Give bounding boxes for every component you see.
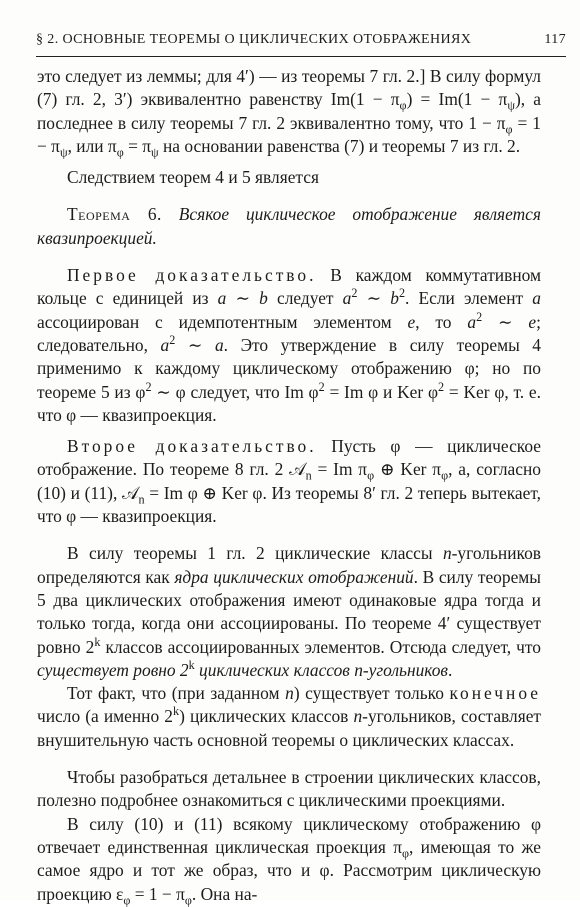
superscript: 2 [169, 333, 176, 348]
subscript: ψ [151, 145, 159, 160]
text-span: . Если элемент [405, 288, 533, 309]
math: 𝒜 [289, 459, 306, 480]
subscript: φ [399, 98, 407, 113]
superscript: 2 [318, 379, 325, 394]
text-span: = Ker φ, т. е. что φ — квазипроекция. [37, 381, 541, 425]
text-span: -угольников определяются как [37, 543, 541, 587]
subscript: φ [401, 846, 409, 861]
math: 𝒜 [122, 482, 139, 503]
text-span: -угольников, составляет внушительную часть основной теоремы о циклических классах. [37, 706, 542, 750]
cyclic-classes-paragraph [37, 542, 541, 682]
text-span: , или π [67, 135, 117, 156]
subscript: n [138, 492, 145, 507]
subscript: n [305, 468, 312, 483]
body-text [37, 65, 541, 906]
theorem-statement: Всякое циклическое отображение является квазипроекцией. [37, 204, 541, 248]
proof-heading: Первое доказательство. [67, 265, 317, 286]
math: a [214, 334, 224, 355]
math: a [342, 288, 352, 309]
math: = 1 − π [130, 883, 185, 904]
text-span: ; следовательно, [37, 311, 541, 355]
subscript: φ [184, 892, 192, 907]
emphasis: n [354, 659, 363, 680]
math: ∼ [357, 288, 391, 309]
text-span: Тот факт, что (при заданном [67, 683, 286, 704]
theorem-6 [37, 203, 541, 250]
superscript: k [94, 634, 101, 649]
subscript: ψ [59, 145, 68, 160]
subscript: φ [116, 145, 124, 160]
subscript: φ [441, 468, 449, 483]
text-span: . Она на- [191, 883, 258, 904]
text-span: , а, согласно (10) и (11), [37, 459, 541, 503]
first-proof [37, 264, 541, 427]
text-span: , то [415, 311, 468, 332]
text-span: ), а последнее в силу теоремы 7 гл. 2 эквивалентно тому, что 1 − π [37, 89, 541, 133]
math: = π [123, 135, 152, 156]
emphasis: существует ровно 2 [37, 659, 189, 680]
superscript: 2 [438, 379, 445, 394]
text-span: = Im φ и Ker φ [324, 381, 438, 402]
math: ∼ [482, 311, 529, 332]
emphasis: ядра циклических отображений [174, 566, 414, 587]
text-span: следует [267, 288, 343, 309]
text-span: . В силу теоремы 5 два циклических отображения имеют одинаковые ядра тогда и только тогда, когда они ассоциированы. По теореме 4′ существует ровно 2 [37, 566, 541, 657]
superscript: 2 [398, 286, 406, 301]
math: = 1 − π [37, 112, 541, 156]
text-span: ассоциирован с идемпотентным элементом [37, 311, 408, 332]
math: a ∼ b [217, 288, 268, 309]
math: e [528, 311, 537, 332]
text-span: ) циклических классов [179, 706, 354, 727]
projections-paragraph [37, 813, 541, 906]
header-title: § 2. ОСНОВНЫЕ ТЕОРЕМЫ О ЦИКЛИЧЕСКИХ ОТОБРАЖЕНИЯХ [36, 32, 472, 47]
math: e [407, 311, 416, 332]
text-span: число (а именно 2 [37, 706, 173, 727]
superscript: k [188, 658, 195, 673]
second-proof [37, 435, 541, 528]
text-span: классов ассоциированных элементов. Отсюда следует, что [100, 636, 541, 657]
text-span: это следует из леммы; для 4′) — из теоремы 7 гл. 2.] В силу формул (7) гл. 2, 3′) эквивалентно равенству [37, 66, 541, 110]
subscript: φ [505, 122, 513, 137]
text-span: . Это утверждение в силу теоремы 4 применимо к каждому циклическому отображению φ; но по теореме 5 из φ [37, 334, 541, 402]
text-span: В силу теоремы 1 гл. 2 циклические классы [67, 543, 443, 564]
text-span: = Im φ ⊕ Ker φ. Из теоремы 8′ гл. 2 теперь вытекает, что φ — квазипроекция. [37, 482, 542, 527]
text-span: Пусть φ — циклическое отображение. По теореме 8 гл. 2 [37, 436, 541, 480]
corollary-intro: Следствием теорем 4 и 5 является [67, 167, 319, 188]
math: n [442, 543, 452, 564]
superscript: 2 [351, 286, 358, 301]
text-span: ∼ φ следует, что Im φ [151, 381, 319, 402]
superscript: 2 [145, 379, 152, 394]
math: a [532, 288, 541, 309]
subscript: φ [367, 468, 375, 483]
text-span: , имеющая то же самое ядро и тот же образ, что и φ. Рассмотрим циклическую проекцию ε [37, 836, 541, 904]
text-span: . [447, 659, 453, 680]
math: ∼ [175, 334, 215, 355]
projections-intro: Чтобы разобраться детальнее в строении циклических классов, полезно подробнее ознакомиться с циклическими проекциями. [37, 767, 541, 811]
text-span: В каждом коммутативном кольце с единицей из [37, 265, 541, 309]
math: ) = Im(1 − π [406, 89, 508, 110]
finite-count-paragraph [37, 682, 541, 752]
math: a [467, 311, 477, 332]
math: n [353, 706, 363, 727]
emphasis-spaced: конечное [449, 683, 541, 704]
emphasis: циклических классов [194, 659, 355, 680]
running-header [36, 32, 566, 57]
superscript: 2 [476, 309, 483, 324]
subscript: φ [123, 892, 131, 907]
math: ⊕ Ker π [374, 459, 442, 480]
theorem-label: Теорема 6. [67, 204, 162, 225]
math: Im(1 − π [330, 89, 400, 110]
superscript: k [172, 704, 180, 719]
paragraph-proof-end [37, 65, 541, 158]
math: n [285, 683, 294, 704]
math: = Im π [311, 459, 368, 480]
text-span: В силу (10) и (11) всякому циклическому отображению φ отвечает единственная циклическая проекция π [37, 813, 541, 857]
page-number: 117 [544, 32, 566, 47]
math: b [390, 288, 399, 309]
math: a [160, 334, 170, 355]
proof-heading: Второе доказательство. [67, 436, 317, 457]
subscript: ψ [507, 98, 515, 113]
emphasis: -угольников [362, 659, 448, 680]
text-span: на основании равенства (7) и теоремы 7 из гл. 2. [158, 135, 521, 156]
text-span: ) существует только [293, 683, 450, 704]
